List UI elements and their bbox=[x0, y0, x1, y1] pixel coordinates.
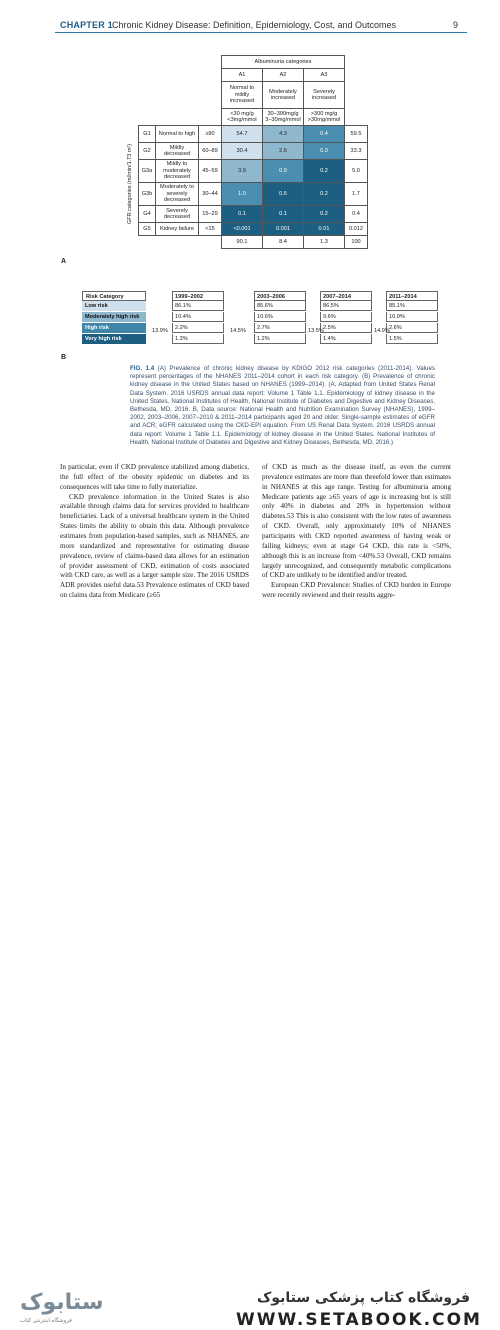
sum-2: 14.5% bbox=[230, 328, 246, 334]
gfr-description: Severely decreased bbox=[156, 206, 199, 223]
chapter-label: CHAPTER 1 bbox=[60, 20, 113, 30]
risk-category: Low risk bbox=[82, 301, 146, 311]
row-total: 5.0 bbox=[345, 160, 368, 183]
figure-a-label: A bbox=[61, 258, 67, 265]
year-4: 2011–2014 bbox=[386, 291, 438, 301]
gfr-category: G5 bbox=[139, 223, 156, 236]
row-total: 0.012 bbox=[345, 223, 368, 236]
alb-range-a2: 30–300mg/g 3–30mg/mmol bbox=[263, 109, 304, 126]
cell-a1: 0.1 bbox=[222, 206, 263, 223]
row-total: 59.5 bbox=[345, 126, 368, 143]
alb-desc-a3: Severely increased bbox=[304, 82, 345, 109]
risk-value: 10.6% bbox=[254, 312, 306, 322]
risk-category: Moderately high risk bbox=[82, 312, 146, 322]
paragraph: CKD prevalence information in the United States is also available through claims data for services provided to healthcare beneficiaries. Lack of a universal healthcare system in the United States limits the ability to obtain this data. Although prevalence estimates from population-based samples, such as NHANES, are more standardized and representative for estimating disease prevalence, review of claims-based data allows for an estimation of provider assessment of CKD, estimation of costs associated with CKD care, as well as a larger sample size. The 2016 USRDS ADR provides useful data.53 Prevalence estimates of CKD based on claims data from Medicare (≥65 bbox=[60, 492, 249, 600]
chapter-title: Chronic Kidney Disease: Definition, Epidemiology, Cost, and Outcomes bbox=[112, 20, 396, 30]
gfr-axis-label: GFR categories (ml/min/1.73 m²) bbox=[127, 143, 133, 224]
alb-desc-a2: Moderately increased bbox=[263, 82, 304, 109]
gfr-row bbox=[139, 126, 368, 143]
gfr-row bbox=[139, 143, 368, 160]
figure-a-table bbox=[138, 55, 413, 249]
gfr-range: 45–59 bbox=[199, 160, 222, 183]
alb-cat-a1: A1 bbox=[222, 69, 263, 82]
gfr-range: ≥90 bbox=[199, 126, 222, 143]
figure-caption bbox=[130, 365, 435, 447]
risk-category: Very high risk bbox=[82, 334, 146, 344]
gfr-description: Normal to high bbox=[156, 126, 199, 143]
paragraph: European CKD Prevalence: Studies of CKD burden in Europe were recently reviewed and their results aggre- bbox=[262, 581, 451, 600]
risk-value: 2.2% bbox=[172, 323, 224, 333]
paragraph: In particular, even if CKD prevalence stabilized among diabetics, the full effect of the obesity epidemic on diabetes and its consequences will take time to fully materialize. bbox=[60, 463, 249, 491]
gfr-row bbox=[139, 206, 368, 223]
gfr-range: 30–44 bbox=[199, 183, 222, 206]
risk-value: 1.2% bbox=[254, 334, 306, 344]
risk-value: 2.5% bbox=[320, 323, 372, 333]
sum-1: 13.9% bbox=[152, 328, 168, 334]
cell-a3: 0.2 bbox=[304, 206, 345, 223]
footer-banner bbox=[0, 638, 500, 1330]
logo-subtitle: فروشگاه اینترنتی کتاب bbox=[20, 1318, 72, 1324]
total-a1: 90.1 bbox=[222, 236, 263, 249]
cell-a3: 0.3 bbox=[304, 143, 345, 160]
risk-value: 1.5% bbox=[386, 334, 438, 344]
risk-value: 86.5% bbox=[320, 301, 372, 311]
risk-category: High risk bbox=[82, 323, 146, 333]
risk-value: 1.3% bbox=[172, 334, 224, 344]
total-a2: 8.4 bbox=[263, 236, 304, 249]
gfr-category: G3a bbox=[139, 160, 156, 183]
gfr-description: Mildly to moderately decreased bbox=[156, 160, 199, 183]
gfr-range: 15–29 bbox=[199, 206, 222, 223]
risk-value: 85.6% bbox=[254, 301, 306, 311]
gfr-row bbox=[139, 160, 368, 183]
cell-a2: 2.6 bbox=[263, 143, 304, 160]
albuminuria-title: Albuminuria categories bbox=[222, 56, 345, 69]
risk-value: 85.1% bbox=[386, 301, 438, 311]
caption-text: (A) Prevalence of chronic kidney disease by KDIGO 2012 risk categories (2011-2014). Values represent percentages of the NHANES 2011–2014 cohort in each risk category. (B) Prevalence of chronic kidney disease in the United States based on NHANES (1999–2014). (A, Adapted from United States Renal Data System. 2016 USRDS annual data report: Volume 1 Table 1.1. Epidemiology of kidney disease in the United States. National Institutes of Health, National Institute of Diabetes and Digestive and Kidney Diseases, Bethesda, MD, 2016. B, Data source: National Health and Nutrition Examination Survey (NHANES), 1999–2002, 2003–2006, 2007–2010 & 2011–2014 participants aged 20 and older. Single-sample estimates of eGFR and ACR; eGFR calculated using the CKD-EPI equation. From US Renal Data System. 2016 USRDS annual data report: Volume 1 Table 1.1. Epidemiology of kidney disease in the United States. National Institutes of Health, National Institute of Diabetes and Digestive and Kidney Diseases, Bethesda, MD, 2016.) bbox=[130, 365, 435, 446]
cell-a2: 0.9 bbox=[263, 160, 304, 183]
body-column-right bbox=[262, 463, 451, 601]
cell-a3: 0.4 bbox=[304, 126, 345, 143]
cell-a3: 0.01 bbox=[304, 223, 345, 236]
cell-a3: 0.2 bbox=[304, 183, 345, 206]
gfr-description: Kidney failure bbox=[156, 223, 199, 236]
year-2: 2003–2006 bbox=[254, 291, 306, 301]
risk-value: 10.9% bbox=[386, 312, 438, 322]
gfr-description: Mildly decreased bbox=[156, 143, 199, 160]
cell-a2: 0.001 bbox=[263, 223, 304, 236]
page-number: 9 bbox=[453, 20, 459, 30]
cell-a2: 4.3 bbox=[263, 126, 304, 143]
gfr-row bbox=[139, 183, 368, 206]
cell-a2: 0.1 bbox=[263, 206, 304, 223]
figure-b-table bbox=[82, 291, 438, 349]
cell-a3: 0.2 bbox=[304, 160, 345, 183]
year-1: 1999–2002 bbox=[172, 291, 224, 301]
total-a3: 1.3 bbox=[304, 236, 345, 249]
gfr-category: G2 bbox=[139, 143, 156, 160]
alb-cat-a3: A3 bbox=[304, 69, 345, 82]
cell-a1: <0.001 bbox=[222, 223, 263, 236]
alb-desc-a1: Normal to mildly increased bbox=[222, 82, 263, 109]
setabook-logo: ستابوک bbox=[20, 1290, 104, 1315]
cell-a1: 1.0 bbox=[222, 183, 263, 206]
alb-range-a3: >300 mg/g >30mg/mmol bbox=[304, 109, 345, 126]
header-rule bbox=[55, 32, 467, 33]
store-url[interactable]: WWW.SETABOOK.COM bbox=[236, 1310, 482, 1330]
risk-header: Risk Category bbox=[82, 291, 146, 301]
row-total: 1.7 bbox=[345, 183, 368, 206]
cell-a1: 54.7 bbox=[222, 126, 263, 143]
alb-cat-a2: A2 bbox=[263, 69, 304, 82]
gfr-category: G4 bbox=[139, 206, 156, 223]
sum-3: 13.5% bbox=[308, 328, 324, 334]
gfr-row bbox=[139, 223, 368, 236]
caption-label: FIG. 1.4 bbox=[130, 365, 155, 372]
figure-b-label: B bbox=[61, 354, 67, 361]
page-header bbox=[0, 0, 500, 34]
risk-value: 1.4% bbox=[320, 334, 372, 344]
risk-value: 9.6% bbox=[320, 312, 372, 322]
risk-value: 2.7% bbox=[254, 323, 306, 333]
cell-a2: 0.5 bbox=[263, 183, 304, 206]
risk-value: 86.1% bbox=[172, 301, 224, 311]
gfr-category: G1 bbox=[139, 126, 156, 143]
risk-value: 2.6% bbox=[386, 323, 438, 333]
body-column-left bbox=[60, 463, 249, 601]
year-3: 2007–2014 bbox=[320, 291, 372, 301]
row-total: 0.4 bbox=[345, 206, 368, 223]
risk-row bbox=[82, 301, 438, 311]
risk-row bbox=[82, 334, 438, 344]
total-all: 100 bbox=[345, 236, 368, 249]
cell-a1: 30.4 bbox=[222, 143, 263, 160]
gfr-range: 60–89 bbox=[199, 143, 222, 160]
cell-a1: 3.9 bbox=[222, 160, 263, 183]
alb-range-a1: <30 mg/g <3mg/mmol bbox=[222, 109, 263, 126]
risk-value: 10.4% bbox=[172, 312, 224, 322]
row-total: 33.3 bbox=[345, 143, 368, 160]
paragraph: of CKD as much as the disease itself, as even the current prevalence estimates are more than threefold lower than estimates in NHANES at this age range. Testing for albuminuria among Medicare patients age ≥65 years of age is increasing but is still only 40% in diabetes and 20% in hypertension without diabetes.53 This is also consistent with the low rates of awareness of CKD. Overall, only approximately 10% of NHANES participants with CKD reported awareness of having weak or failing kidneys; even at stage G4 CKD, this rate is <50%, although this is an increase from <40%.53 Overall, CKD remains largely unrecognized, and consequently metabolic complications of CKD are unlikely to be identified and/or treated. bbox=[262, 463, 451, 580]
gfr-range: <15 bbox=[199, 223, 222, 236]
gfr-description: Moderately to severely decreased bbox=[156, 183, 199, 206]
gfr-category: G3b bbox=[139, 183, 156, 206]
risk-row bbox=[82, 312, 438, 322]
sum-4: 14.9% bbox=[374, 328, 390, 334]
store-title: فروشگاه کتاب پزشکی ستابوک bbox=[257, 1290, 470, 1306]
